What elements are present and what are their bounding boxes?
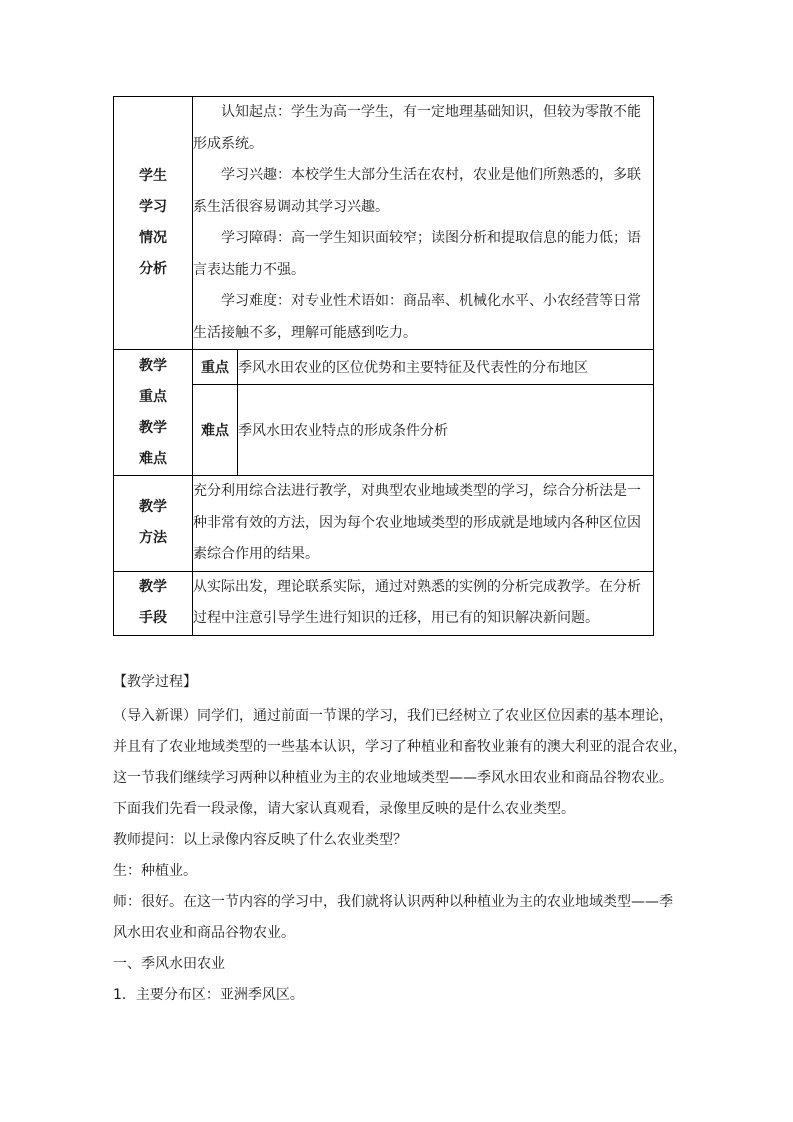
learning-interest-paragraph: 学习兴趣：本校学生大部分生活在农村，农业是他们所熟悉的，多联系生活很容易调动其学习兴趣。 [193,167,641,215]
method-row [114,476,654,572]
process-line: 风水田农业和商品谷物农业。 [113,925,295,941]
header-line: 情况 [139,230,167,246]
header-line: 教学 [139,579,167,595]
method-header [114,476,193,572]
header-line: 方法 [139,530,167,547]
student-analysis-row [114,97,654,350]
focus-text: 季风水田农业的区位优势和主要特征及代表性的分布地区 [238,350,654,385]
student-analysis-content [193,97,654,350]
process-line: 教师提问：以上录像内容反映了什么农业类型？ [113,832,407,848]
means-text: 从实际出发，理论联系实际，通过对熟悉的实例的分析完成教学。在分析过程中注意引导学生进行知识的迁移，用已有的知识解决新问题。 [193,571,654,635]
header-line: 教学 [139,357,167,374]
difficulty-row [114,385,654,476]
learning-obstacle-paragraph: 学习障碍：高一学生知识面较窄；读图分析和提取信息的能力低；语言表达能力不强。 [193,230,641,278]
learning-difficulty-paragraph: 学习难度：对专业性术语如：商品率、机械化水平、小农经营等日常生活接触不多，理解可能感到吃力。 [193,293,641,341]
header-line: 教学 [139,419,167,436]
header-line: 重点 [139,388,167,405]
process-title: 【教学过程】 [113,674,197,690]
teaching-plan-table [113,96,654,636]
difficulty-text: 季风水田农业特点的形成条件分析 [238,385,654,476]
process-line: 1．主要分布区：亚洲季风区。 [113,987,304,1003]
teaching-process-section [113,667,687,1011]
process-line: 下面我们先看一段录像，请大家认真观看，录像里反映的是什么农业类型。 [113,801,575,817]
method-text: 充分利用综合法进行教学，对典型农业地域类型的学习，综合分析法是一种非常有效的方法，因为每个农业地域类型的形成就是地域内各种区位因素综合作用的结果。 [193,476,654,572]
cognitive-start-paragraph: 认知起点：学生为高一学生，有一定地理基础知识，但较为零散不能形成系统。 [193,104,641,152]
difficulty-label: 难点 [193,385,238,476]
header-line: 教学 [139,499,167,516]
student-analysis-header [114,97,193,350]
focus-row [114,350,654,385]
process-line: 这一节我们继续学习两种以种植业为主的农业地域类型——季风水田农业和商品谷物农业。 [113,770,673,786]
header-line: 学生 [139,168,167,184]
means-row [114,571,654,635]
section-heading: 一、季风水田农业 [113,956,225,972]
header-line: 手段 [139,610,167,626]
header-line: 分析 [139,261,167,277]
process-line: （导入新课）同学们，通过前面一节课的学习，我们已经树立了农业区位因素的基本理论， [113,708,673,724]
header-line: 难点 [139,450,167,467]
keypoints-header [114,350,193,476]
process-line: 生：种植业。 [113,863,197,879]
focus-label: 重点 [193,350,238,385]
process-line: 师：很好。在这一节内容的学习中，我们就将认识两种以种植业为主的农业地域类型——季 [113,894,673,910]
header-line: 学习 [139,199,167,215]
process-line: 并且有了农业地域类型的一些基本认识，学习了种植业和畜牧业兼有的澳大利亚的混合农业， [113,739,687,755]
means-header [114,571,193,635]
